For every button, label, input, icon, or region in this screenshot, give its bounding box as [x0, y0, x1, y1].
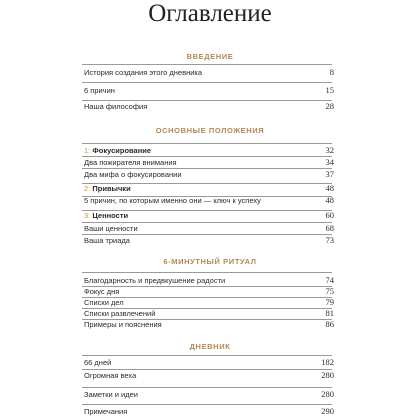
toc-entry[interactable]	[84, 195, 334, 206]
toc-entry-text: 5 причин, по которым именно они — ключ к успеху	[84, 196, 261, 205]
toc-entry[interactable]	[84, 297, 334, 308]
toc-entry[interactable]	[84, 275, 334, 286]
toc-entry-text: Фокусирование	[92, 146, 152, 155]
toc-entry-page: 60	[325, 210, 334, 220]
toc-entry-page: 74	[325, 275, 334, 285]
toc-entry-text: Ваши ценности	[84, 224, 138, 233]
toc-entry[interactable]	[84, 357, 334, 368]
toc-entry[interactable]	[84, 183, 334, 194]
toc-entry-text: Благодарность и предвкушение радости	[84, 276, 226, 285]
toc-entry-text: Списки дел	[84, 298, 124, 307]
toc-entry[interactable]	[84, 210, 334, 221]
toc-entry[interactable]	[84, 169, 334, 180]
toc-entry[interactable]	[84, 389, 334, 400]
section-heading-ritual: 6-МИНУТНЫЙ РИТУАЛ	[163, 257, 257, 266]
toc-entry-text: Ценности	[92, 211, 129, 220]
toc-entry-text: Фокус дня	[84, 287, 120, 296]
toc-entry[interactable]	[84, 223, 334, 234]
toc-entry-page: 48	[325, 195, 334, 205]
chapter-number: 1:	[84, 146, 91, 155]
toc-entry-text: Два мифа о фокусировании	[84, 170, 182, 179]
toc-entry[interactable]	[84, 157, 334, 168]
toc-entry[interactable]	[84, 370, 334, 381]
page-title: Оглавление	[148, 0, 272, 27]
toc-entry-page: 34	[325, 157, 334, 167]
toc-entry[interactable]	[84, 101, 334, 112]
section-heading-journal: ДНЕВНИК	[189, 342, 231, 351]
toc-entry-page: 280	[321, 370, 334, 380]
toc-entry[interactable]	[84, 319, 334, 330]
toc-entry-page: 37	[325, 169, 334, 179]
chapter-number: 2:	[84, 184, 91, 193]
toc-entry-page: 75	[325, 286, 334, 296]
toc-entry-text: Примеры и пояснения	[84, 320, 162, 329]
toc-entry-page: 28	[325, 101, 334, 111]
toc-entry-text: История создания этого дневника	[84, 68, 203, 77]
toc-entry-text: Списки развлечений	[84, 309, 156, 318]
toc-entry[interactable]	[84, 145, 334, 156]
toc-entry[interactable]	[84, 85, 334, 96]
toc-entry[interactable]	[84, 406, 334, 417]
divider	[82, 387, 332, 388]
toc-entry-text: Ваша триада	[84, 236, 130, 245]
toc-entry-text: Два пожирателя внимания	[84, 158, 177, 167]
toc-entry-page: 182	[321, 357, 334, 367]
divider	[82, 355, 332, 356]
toc-entry-page: 79	[325, 297, 334, 307]
toc-entry-text: Примечания	[84, 407, 128, 416]
toc-entry-text: Огромная веха	[84, 371, 137, 380]
toc-entry-text: Заметки и идеи	[84, 390, 138, 399]
toc-entry[interactable]	[84, 67, 334, 78]
toc-entry-page: 290	[321, 406, 334, 416]
toc-entry[interactable]	[84, 286, 334, 297]
divider	[82, 64, 332, 65]
divider	[82, 404, 332, 405]
section-heading-basics: ОСНОВНЫЕ ПОЛОЖЕНИЯ	[155, 126, 265, 135]
divider	[82, 272, 332, 273]
toc-entry-text: Наша философия	[84, 102, 148, 111]
toc-entry-page: 81	[325, 308, 334, 318]
toc-entry-page: 15	[325, 85, 334, 95]
toc-entry-page: 73	[325, 235, 334, 245]
section-heading-intro: ВВЕДЕНИЕ	[186, 52, 234, 61]
toc-entry-page: 48	[325, 183, 334, 193]
toc-entry-page: 32	[325, 145, 334, 155]
toc-entry-page: 86	[325, 319, 334, 329]
toc-entry-page: 8	[329, 67, 334, 77]
toc-entry[interactable]	[84, 308, 334, 319]
toc-entry-text: 6 причин	[84, 86, 115, 95]
toc-entry-text: 66 дней	[84, 358, 112, 367]
divider	[82, 143, 332, 144]
toc-entry-text: Привычки	[92, 184, 131, 193]
divider	[82, 82, 332, 83]
toc-entry[interactable]	[84, 235, 334, 246]
toc-entry-page: 68	[325, 223, 334, 233]
toc-entry-page: 280	[321, 389, 334, 399]
chapter-number: 3:	[84, 211, 91, 220]
